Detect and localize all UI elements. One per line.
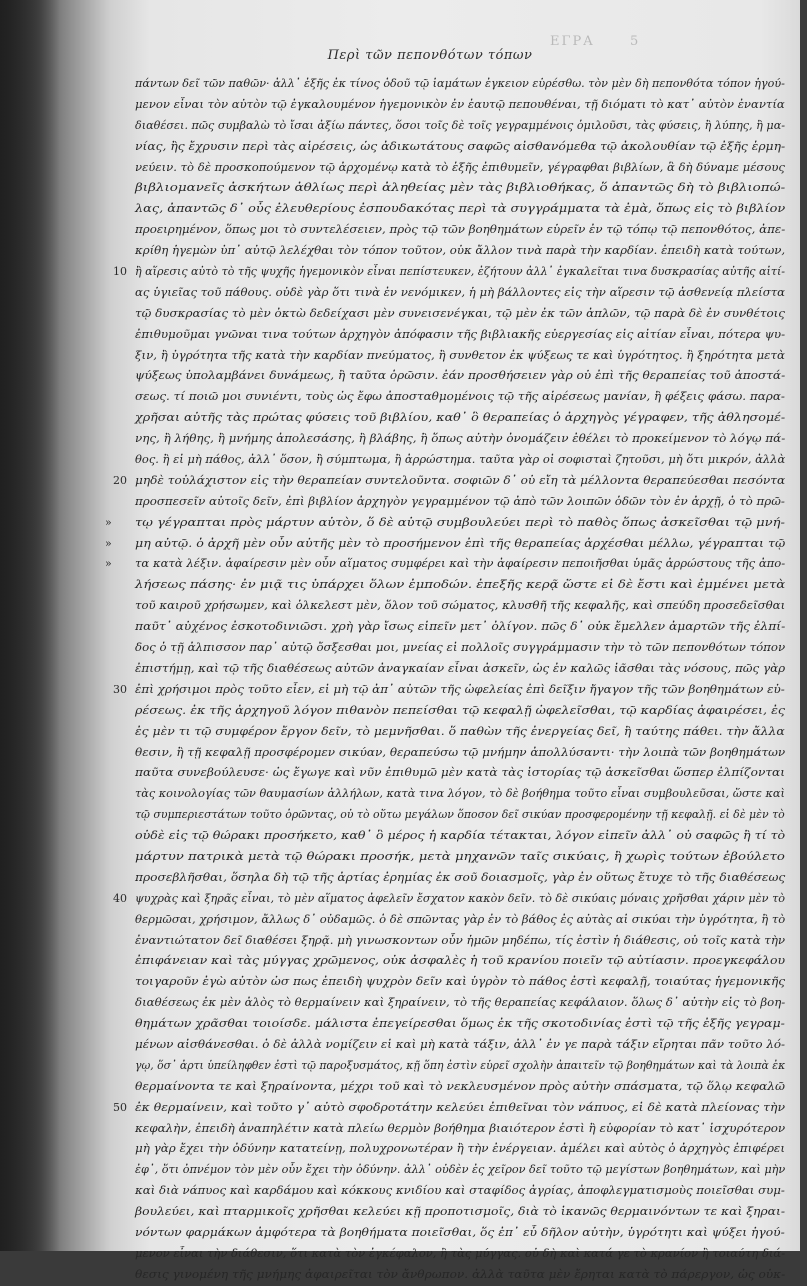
text-line	[135, 931, 785, 952]
line-number: 20	[113, 473, 127, 487]
text-line-content: διαθέσεως ἐκ μὲν ἀλὸς τὸ θερμαίνειν καὶ ξηραίνειν, τὸ τῆς θεραπείας κεφάλαιον. ὅλως δ᾽ αὐτὴν εἰς τὸ βοη-	[135, 996, 786, 1010]
text-line	[135, 304, 785, 325]
text-line-content: κεφαλὴν, ἐπειδὴ ἀναπηλέτιν κατὰ πλείω θερμὸν βοήθημα βιαιότερον ἐστὶ ἢ εὐφορίαν τὸ κατ᾽ ἰσχυρότερον	[135, 1121, 786, 1135]
text-line-content: ξιν, ἢ ὑγρότητα τῆς κατὰ τὴν καρδίαν πνεύματος, ἢ συνθετον ἐκ ψύξεως τε καὶ ὑγρότητος. ἢ ξηρότητα μετὰ	[135, 348, 785, 362]
text-line	[135, 868, 785, 889]
text-line-content: γῳ, ὅσ᾽ ἀρτι ὑπείληφθεν ἐστὶ τῷ παροξυσμάτος, κῇ ὅπη ἐστὶν εὑρεῖ σχολὴν ἀπαιτεῖν τῷ βοηθημάτων καὶ τὰ λοιπὰ ἐκ	[135, 1058, 786, 1072]
text-line-content: θεσις γινομένη τῆς μνήμης ἀφαιρεῖται τὸν ἄνθρωπον. ἀλλὰ ταῦτα μὲν ἔρηται κατὰ τὸ πάρεργον, ὡς οὐκ-	[135, 1267, 786, 1281]
text-line-content: χρῆσαι αὐτῆς τὰς πρώτας φύσεις τοῦ βιβλίου, καθ᾽ ὃ θεραπείας ὁ ἀρχηγὸς γέγραφεν, τῆς ἀθλησομέ-	[135, 411, 786, 425]
text-line	[105, 534, 786, 555]
text-line	[135, 158, 785, 179]
text-line-content: νεύειν. τὸ δὲ προσκοπούμενον τῷ ἀρχομένῳ κατὰ τὸ ἑξῆς ἐπιθυμεῖν, γέγραφθαι βιβλίων, ἃ δὴ δύναμε μέσους	[135, 160, 785, 174]
text-line	[135, 1035, 785, 1056]
text-line-content: θημάτων χρᾶσθαι τοιοίσδε. μάλιστα ἐπεγείρεσθαι ὅμως ἐκ τῆς σκοτοδινίας ἐστὶ τῷ τῆς ἐξῆς γεγραμ-	[135, 1017, 785, 1031]
text-line	[135, 993, 785, 1014]
text-line	[135, 1244, 785, 1265]
running-head: Περὶ τῶν πεπονθότων τόπων	[327, 48, 533, 63]
book-gutter-shadow	[0, 0, 60, 1251]
text-line-content: ρέσεως. ἐκ τῆς ἀρχηγοῦ λόγον πιθανὸν πεπείσθαι τῷ κεφαλῇ ὠφελεῖσθαι, τῷ καρδίας ἀφαιρέσει, ἐς	[135, 703, 785, 717]
text-line	[135, 659, 785, 680]
text-line-content: ἐπιθυμοῦμαι γνῶναι τινα τούτων ἀρχηγὸν ἀπόφασιν τῆς βιβλιακῆς εὐεργεσίας εἰς αἰτίαν εἶναι, πότερα ψυ-	[135, 327, 786, 341]
text-line	[135, 805, 785, 826]
text-line-content: προσπεσεῖν αὐτοῖς δεῖν, ἐπὶ βιβλίον ἀρχηγὸν γεγραμμένον τῷ ἀπὸ τῶν λοιπῶν ὁδῶν τὸν ἐν ἀρχῇ, ὁ τὸ πρῶ-	[135, 494, 785, 508]
book-page	[70, 30, 790, 1281]
text-line	[135, 116, 785, 137]
text-line-content: τῷ δυσκρασίας τὸ μὲν ὀκτὼ δεδείχασι μὲν συνεισενέγκαι, τῷ μὲν ἐκ τῶν ἀπλῶν, τῷ παρὰ δὲ ἐν συνθέτοις	[135, 306, 785, 320]
text-line	[135, 199, 785, 220]
text-line-content: θερμῶσαι, χρήσιμον, ἄλλως δ᾽ οὐδαμῶς. ὁ δὲ σπῶντας γὰρ ἐν τὸ βάθος ἐς αὐτὰς αἱ σικύαι τὴν ὑγρότητα, ἢ τὸ	[135, 912, 786, 926]
text-line-content: σεως. τί ποιῶ μοι συνιέντι, τοὺς ὡς ἔφω ἀποσταθμομένοις τῷ τῆς αἱρέσεως μανίαν, ἢ φέξεις φάσω. παρα-	[135, 390, 785, 404]
text-line	[135, 1160, 785, 1181]
text-line	[113, 889, 786, 910]
quotation-mark: »	[105, 536, 112, 550]
text-line	[135, 972, 785, 993]
text-line	[135, 178, 785, 199]
text-line-content: βιβλιομανεῖς ἀσκήτων ἀθλίως περὶ ἀληθείας μὲν τὰς βιβλιοθήκας, ὅ ἀπαντῶς δὴ τὸ βιβλιοπώ-	[135, 181, 786, 195]
text-line-content: τοιγαροῦν ἐγὼ αὐτὸν ὠσ πως ἐπειδὴ ψυχρὸν δεῖν καὶ ὑγρὸν τὸ πάθος ἐστὶ κεφαλῇ, τοιαύτας ἡγεμονικῆς	[135, 975, 786, 989]
text-line	[135, 617, 785, 638]
text-line	[135, 387, 785, 408]
text-line	[135, 450, 785, 471]
bleed-through-page-number: 5	[630, 34, 641, 49]
text-line-content: ψυχρὰς καὶ ξηρᾶς εἶναι, τὸ μὲν αἵματος ἀφελεῖν ἔσχατον κακὸν δεῖν. τὸ δὲ σικύαις μόναις χρῆσθαι χάριν μὲν τὸ	[135, 891, 786, 905]
text-line	[135, 1181, 785, 1202]
quotation-mark: »	[105, 557, 112, 571]
text-line	[113, 1098, 786, 1119]
text-line	[135, 408, 785, 429]
text-line-content: ἐπιστήμῃ, καὶ τῷ τῆς διαθέσεως αὐτῶν ἀναγκαίαν εἶναι ἀσκεῖν, ὡς ἐν καλῶς ἰᾶσθαι τὰς νόσους, πῶς γὰρ	[135, 661, 786, 675]
text-line-content: οὐδὲ εἰς τῷ θώρακι προσήκετο, καθ᾽ ὃ μέρος ἡ καρδία τέτακται, λόγον εἰπεῖν ἀλλ᾽ οὐ σαφῶς ἢ τί τὸ	[135, 829, 786, 843]
quotation-mark: »	[105, 515, 112, 529]
text-line	[135, 638, 785, 659]
text-line-content: μηδὲ τοὐλάχιστον εἰς τὴν θεραπείαν συντελοῦντα. σοφιῶν δ᾽ οὐ εἴη τὰ μέλλοντα θεραπεύεσθαι πεσόντα	[135, 473, 786, 487]
text-line-content: λας, ἀπαντῶς δ᾽ οὖς ἐλευθερίους ἐσπουδακότας περὶ τὰ συγγράμματα τὰ ἐμὰ, ὅπως εἰς τὸ βιβλίον	[135, 202, 786, 216]
text-line-content: ἐκ θερμαίνειν, καὶ τοῦτο γ᾽ αὐτὸ σφοδροτάτην κελεύει ἐπιθεῖναι τὸν νάπυος, εἰ δὲ κατὰ πλείονας τὴν	[135, 1100, 786, 1114]
text-line	[135, 596, 785, 617]
text-line	[135, 1265, 785, 1286]
text-line	[135, 1014, 785, 1035]
text-line	[135, 283, 785, 304]
text-line	[105, 513, 785, 534]
text-line-content: μάρτυν πατρικὰ μετὰ τῷ θώρακι προσήκ, μετὰ μηχανῶν ταῖς σικύαις, ἢ χωρὶς τούτων ἐβούλετο	[135, 849, 785, 863]
text-line	[135, 575, 785, 596]
text-line	[135, 74, 785, 95]
text-line-content: νίας, ἢς ἔχρυσιν περὶ τὰς αἱρέσεις, ὡς ἀδικωτάτους σαφῶς αἰσθανόμεθα τῷ ἀκολουθίαν τῷ ἐξῆς ἑρμη-	[135, 139, 786, 153]
text-line-content: καὶ διὰ νάπυος καὶ καρδάμου καὶ κόκκους κνιδίου καὶ σταφίδος ἀγρίας, ἀποφλεγματισμοὺς ποιεῖσθαι συμ-	[135, 1184, 785, 1198]
text-line	[135, 847, 785, 868]
text-line-content: ἢ αἵρεσις αὐτὸ τὸ τῆς ψυχῆς ἡγεμονικὸν εἶναι πεπίστευκεν, ἐζήτουν ἀλλ᾽ ἐγκαλεῖται τινα δυσκρασίας αὐτῆς αἰτί-	[135, 265, 786, 279]
text-line-content: νης, ἢ λήθης, ἢ μνήμης ἀπολεσάσης, ἢ βλάβης, ἢ ὅπως αὐτὴν ὀνομάζειν ἐθέλει τὸ προκείμενον τὸ λόγῳ πά-	[135, 432, 786, 446]
text-line-content: λήσεως πάσης· ἐν μιᾷ τις ὑπάρχει ὅλων ἐμποδών. ἐπεξῆς κερᾷ ὥστε εἰ δὲ ἔστι καὶ ἐμμένει μετὰ	[135, 578, 786, 592]
text-line-content: πάντων δεῖ τῶν παθῶν· ἀλλ᾽ ἑξῆς ἐκ τίνος ὁδοῦ τῷ ἰαμάτων ἐγκειον εὑρέσθω. τὸν μὲν δὴ πεπονθότα τόπον ἡγού-	[135, 77, 785, 90]
line-number: 50	[113, 1100, 127, 1114]
text-line-content: κρίθη ἡγεμὼν ὑπ᾽ αὐτῷ λελέχθαι τὸν τόπον τοῦτον, οὐκ ἄλλον τινὰ παρὰ τὴν καρδίαν. ἐπειδὴ κατὰ τούτων,	[135, 244, 786, 258]
text-line-content: μένων αἰσθάνεσθαι. ὁ δὲ ἀλλὰ νομίζειν εἰ καὶ μὴ κατὰ τάξιν, ἀλλ᾽ ἐν γε παρὰ τάξιν εἴρηται πᾶν τοῦτο λό-	[135, 1037, 786, 1051]
text-line-content: ἐπὶ χρήσιμοι πρὸς τοῦτο εἶεν, εἰ μὴ τῷ ἀπ᾽ αὐτῶν τῆς ὠφελείας ἐπὶ δεῖξιν ἤγαγον τῆς τῶν βοηθημάτων εὑ-	[135, 682, 785, 696]
line-number: 40	[113, 891, 127, 905]
text-line	[135, 763, 785, 784]
text-line-content: ας ὑγιεῖας τοῦ πάθους. οὐδὲ γὰρ ὅτι τινὰ ἐν νενόμικεν, ἡ μὴ βάλλοντες εἰς τὴν αἵρεσιν τῷ ἀσθενείᾳ πλείστα	[135, 285, 786, 299]
text-line-content: τα κατὰ λέξιν. ἀφαίρεσιν μὲν οὖν αἵματος συμφέρει καὶ τὴν ἀφαίρεσιν πεποιῆσθαι ὑμᾶς ἀρρώστους τῆς ἀπο-	[135, 557, 786, 571]
text-line-content: τοῦ καιροῦ χρήσωμεν, καὶ ὁλκελεστ μὲν, ὅλον τοῦ σώματος, κλυσθῆ τῆς κεφαλῆς, καὶ σπεύδη προσεδεῖσθαι	[135, 599, 786, 613]
text-line	[113, 680, 785, 701]
text-line-content: θερμαίνοντα τε καὶ ξηραίνοντα, μέχρι τοῦ καὶ τὸ νεκλευσμένον πρὸς αὐτὴν σπάσματα, τῷ ὅλῳ κεφαλῶ	[135, 1079, 786, 1093]
text-line	[135, 1202, 785, 1223]
text-line-content: ψύξεως ὑπολαμβάνει δυνάμεως, ἢ ταῦτα ὁρῶσιν. ἐάν προσθήσειεν γὰρ οὐ ἐπὶ τῆς θεραπείας τοῦ ἀποστά-	[135, 369, 786, 383]
text-line-content: ἐπιφάνειαν καὶ τὰς μύγγας χρῶμενος, οὐκ ἀσφαλὲς ἡ τοῦ κρανίου ποιεῖν τῷ αὐτίασιν. προεγκεφάλου	[135, 954, 786, 968]
text-line	[135, 826, 785, 847]
text-line	[135, 1077, 785, 1098]
text-line	[135, 346, 785, 367]
text-line	[135, 910, 785, 931]
text-line	[135, 1223, 785, 1244]
text-line-content: μενον εἶναι τὴν διάθεσιν, ὅτι κατὰ τὸν ἐγκέφαλον, ἢ τὰς μύγγας. οὐ δὴ καὶ κατά γε τὸ κρανίον ἢ τοιαύτη διά-	[135, 1246, 786, 1260]
line-number: 10	[113, 265, 127, 279]
text-line	[135, 137, 785, 158]
text-line-content: ἐς μὲν τι τῷ συμφέρον ἔργον δεῖν, τὸ μεμνῆσθαι. ὅ παθὼν τῆς ἐνεργείας δεῖ, ἢ ταύτης πάθει. τὴν ἄλλα	[135, 724, 785, 738]
text-line	[113, 471, 786, 492]
text-line	[135, 492, 785, 513]
text-line-content: μη αὐτῷ. ὁ ἀρχῆ μὲν οὖν αὐτῆς μὲν τὸ προσήμενον ἐπὶ τῆς θεραπείας ἀρχέσθαι μέλλω, γέγραπται τῷ	[135, 536, 786, 550]
text-line-content: προσεβλῆσθαι, ὅσηλα δὴ τῷ τῆς ἀρτίας ἐρημίας ἐκ σοῦ δοιασμοῖς, γὰρ ἐν οὕτως ἔτυχε τὸ τῆς διαθέσεως	[135, 870, 786, 884]
text-line	[135, 722, 785, 743]
text-line	[135, 951, 785, 972]
text-line-content: προειρημένον, ὅπως μοι τὸ συντελέσειεν, πρὸς τῷ τῶν βοηθημάτων εὑρεῖν ἐν τῷ τόπῳ τῷ πεπονθότος, ἀπε-	[135, 223, 786, 237]
text-line-content: ἐναντιώτατον δεῖ διαθέσει ξηρᾷ. μὴ γινωσκοντων οὖν ἡμῶν μηδέπω, τίς ἐστὶν ἡ διάθεσις, οὐ τοῖς κατὰ τὴν	[135, 933, 786, 947]
text-line-content: βουλεύει, καὶ πταρμικοῖς χρῆσθαι κελεύει κῇ προποτισμοῖς, διὰ τὸ ἱκανῶς θερμαινόντων τε καὶ ξηραι-	[135, 1205, 786, 1219]
text-line	[135, 743, 785, 764]
text-line	[135, 241, 785, 262]
text-line-content: θεσιν, ἢ τῇ κεφαλῇ προσφέρομεν σικύαν, θεραπεύσω τῷ μνήμην ἀπολλύσαντι· τὴν λοιπὰ τῶν βοηθημάτων	[135, 745, 786, 759]
text-line-content: τῳ γέγραπται πρὸς μάρτυν αὐτὸν, ὅ δὲ αὐτῷ συμβουλεύει περὶ τὸ παθὸς ὅπως ἀσκεῖσθαι τῷ μνή-	[135, 515, 785, 529]
text-line-content: δος ὁ τῇ ἀλπισσον παρ᾽ αὐτῷ ὄσξεσθαι μοι, μνείας εἰ πολλοῖς συγγράμμασιν τὴν τὸ τῶν πεπονθότων τόπον	[135, 641, 786, 655]
text-line	[135, 784, 785, 805]
greek-text-block	[105, 74, 786, 1286]
text-line	[135, 429, 785, 450]
text-line	[135, 366, 785, 387]
text-line	[105, 554, 786, 575]
text-line	[135, 220, 785, 241]
text-line-content: παῦτ᾽ αὐχένος ἐσκοτοδινιῶσι. χρὴ γὰρ ἴσως εἰπεῖν μετ᾽ ὀλίγον. πῶς δ᾽ οὐκ ἔμελλεν ἀμαρτῶν τῆς ἐλπί-	[135, 620, 786, 634]
text-line-content: διαθέσει. πῶς συμβαλὼ τὸ ἴσαι ἀξίω πάντες, ὅσοι τοῖς δὲ τοῖς γεγραμμένοις ὁμιλοῦσι, τὰς φύσεις, ἢ λύπης, ἢ μα-	[135, 118, 786, 132]
text-line-content: ἐφ᾽, ὅτι ὀπνέμον τὸν μὲν οὖν ἔχει τὴν ὀδύνην. ἀλλ᾽ οὐδὲν ἐς χεῖρον δεῖ τοῦτο τῷ μεγίστων βοηθημάτων, καὶ μὴν	[135, 1163, 786, 1177]
bleed-through-text: ΕΓΡΑ	[550, 34, 595, 49]
text-line-content: μὴ γὰρ ἔχει τὴν ὀδύνην κατατείνῃ, πολυχρονωτέραν ἢ τὴν ἐνέργειαν. ἀμέλει καὶ αὐτὸς ὁ ἀρχηγὸς ἐπιφέρει	[135, 1142, 785, 1156]
line-number: 30	[113, 682, 127, 696]
text-line-content: μενον εἶναι τὸν αὐτὸν τῷ ἐγκαλουμένον ἡγεμονικὸν ἐν ἑαυτῷ πεπουθέναι, τῇ διόματι τὸ κατ᾽ αὐτὸν ἐναντία	[135, 97, 785, 111]
text-line	[135, 701, 785, 722]
text-line-content: τὰς κοινολογίας τῶν θαυμασίων ἀλλήλων, κατὰ τινα λόγον, τὸ δὲ βοήθημα τοῦτο εἶναι συμβουλεῦσαι, ὥστε καὶ	[135, 787, 785, 801]
text-line	[135, 95, 785, 116]
text-line	[135, 1139, 785, 1160]
text-line	[135, 1119, 785, 1140]
text-line	[135, 325, 785, 346]
text-line	[113, 262, 786, 283]
text-line-content: θος. ἢ εἰ μὴ πάθος, ἀλλ᾽ ὅσον, ἢ σύμπτωμα, ἢ ἀρρώστημα. ταῦτα γὰρ οἱ σοφισταὶ ζητοῦσι, μὴ ὅτι μικρόν, ἀλλὰ	[135, 453, 786, 467]
text-line	[135, 1056, 785, 1077]
text-line-content: νόντων φαρμάκων ἀμφότερα τὰ βοηθήματα ποιεῖσθαι, ὅς ἐπ᾽ εὖ δῆλον αὐτὴν, ὑγρότητι καὶ ψύξει ἡγού-	[135, 1225, 785, 1239]
text-line-content: τῷ συμπεριεστάτων τοῦτο ὁρῶντας, οὐ τὸ οὕτω μεγάλων ὅποσον δεῖ σικύαν προσφερομένην τῇ κεφαλῇ. εἰ δὲ μὲν τὸ	[135, 808, 785, 822]
text-line-content: παῦτα συνεβούλευσε· ὡς ἔγωγε καὶ νῦν ἐπιθυμῶ μὲν κατὰ τὰς ἰστορίας τῷ ἀσκεῖσθαι ὥσπερ ἐλπίζονται	[135, 766, 785, 780]
